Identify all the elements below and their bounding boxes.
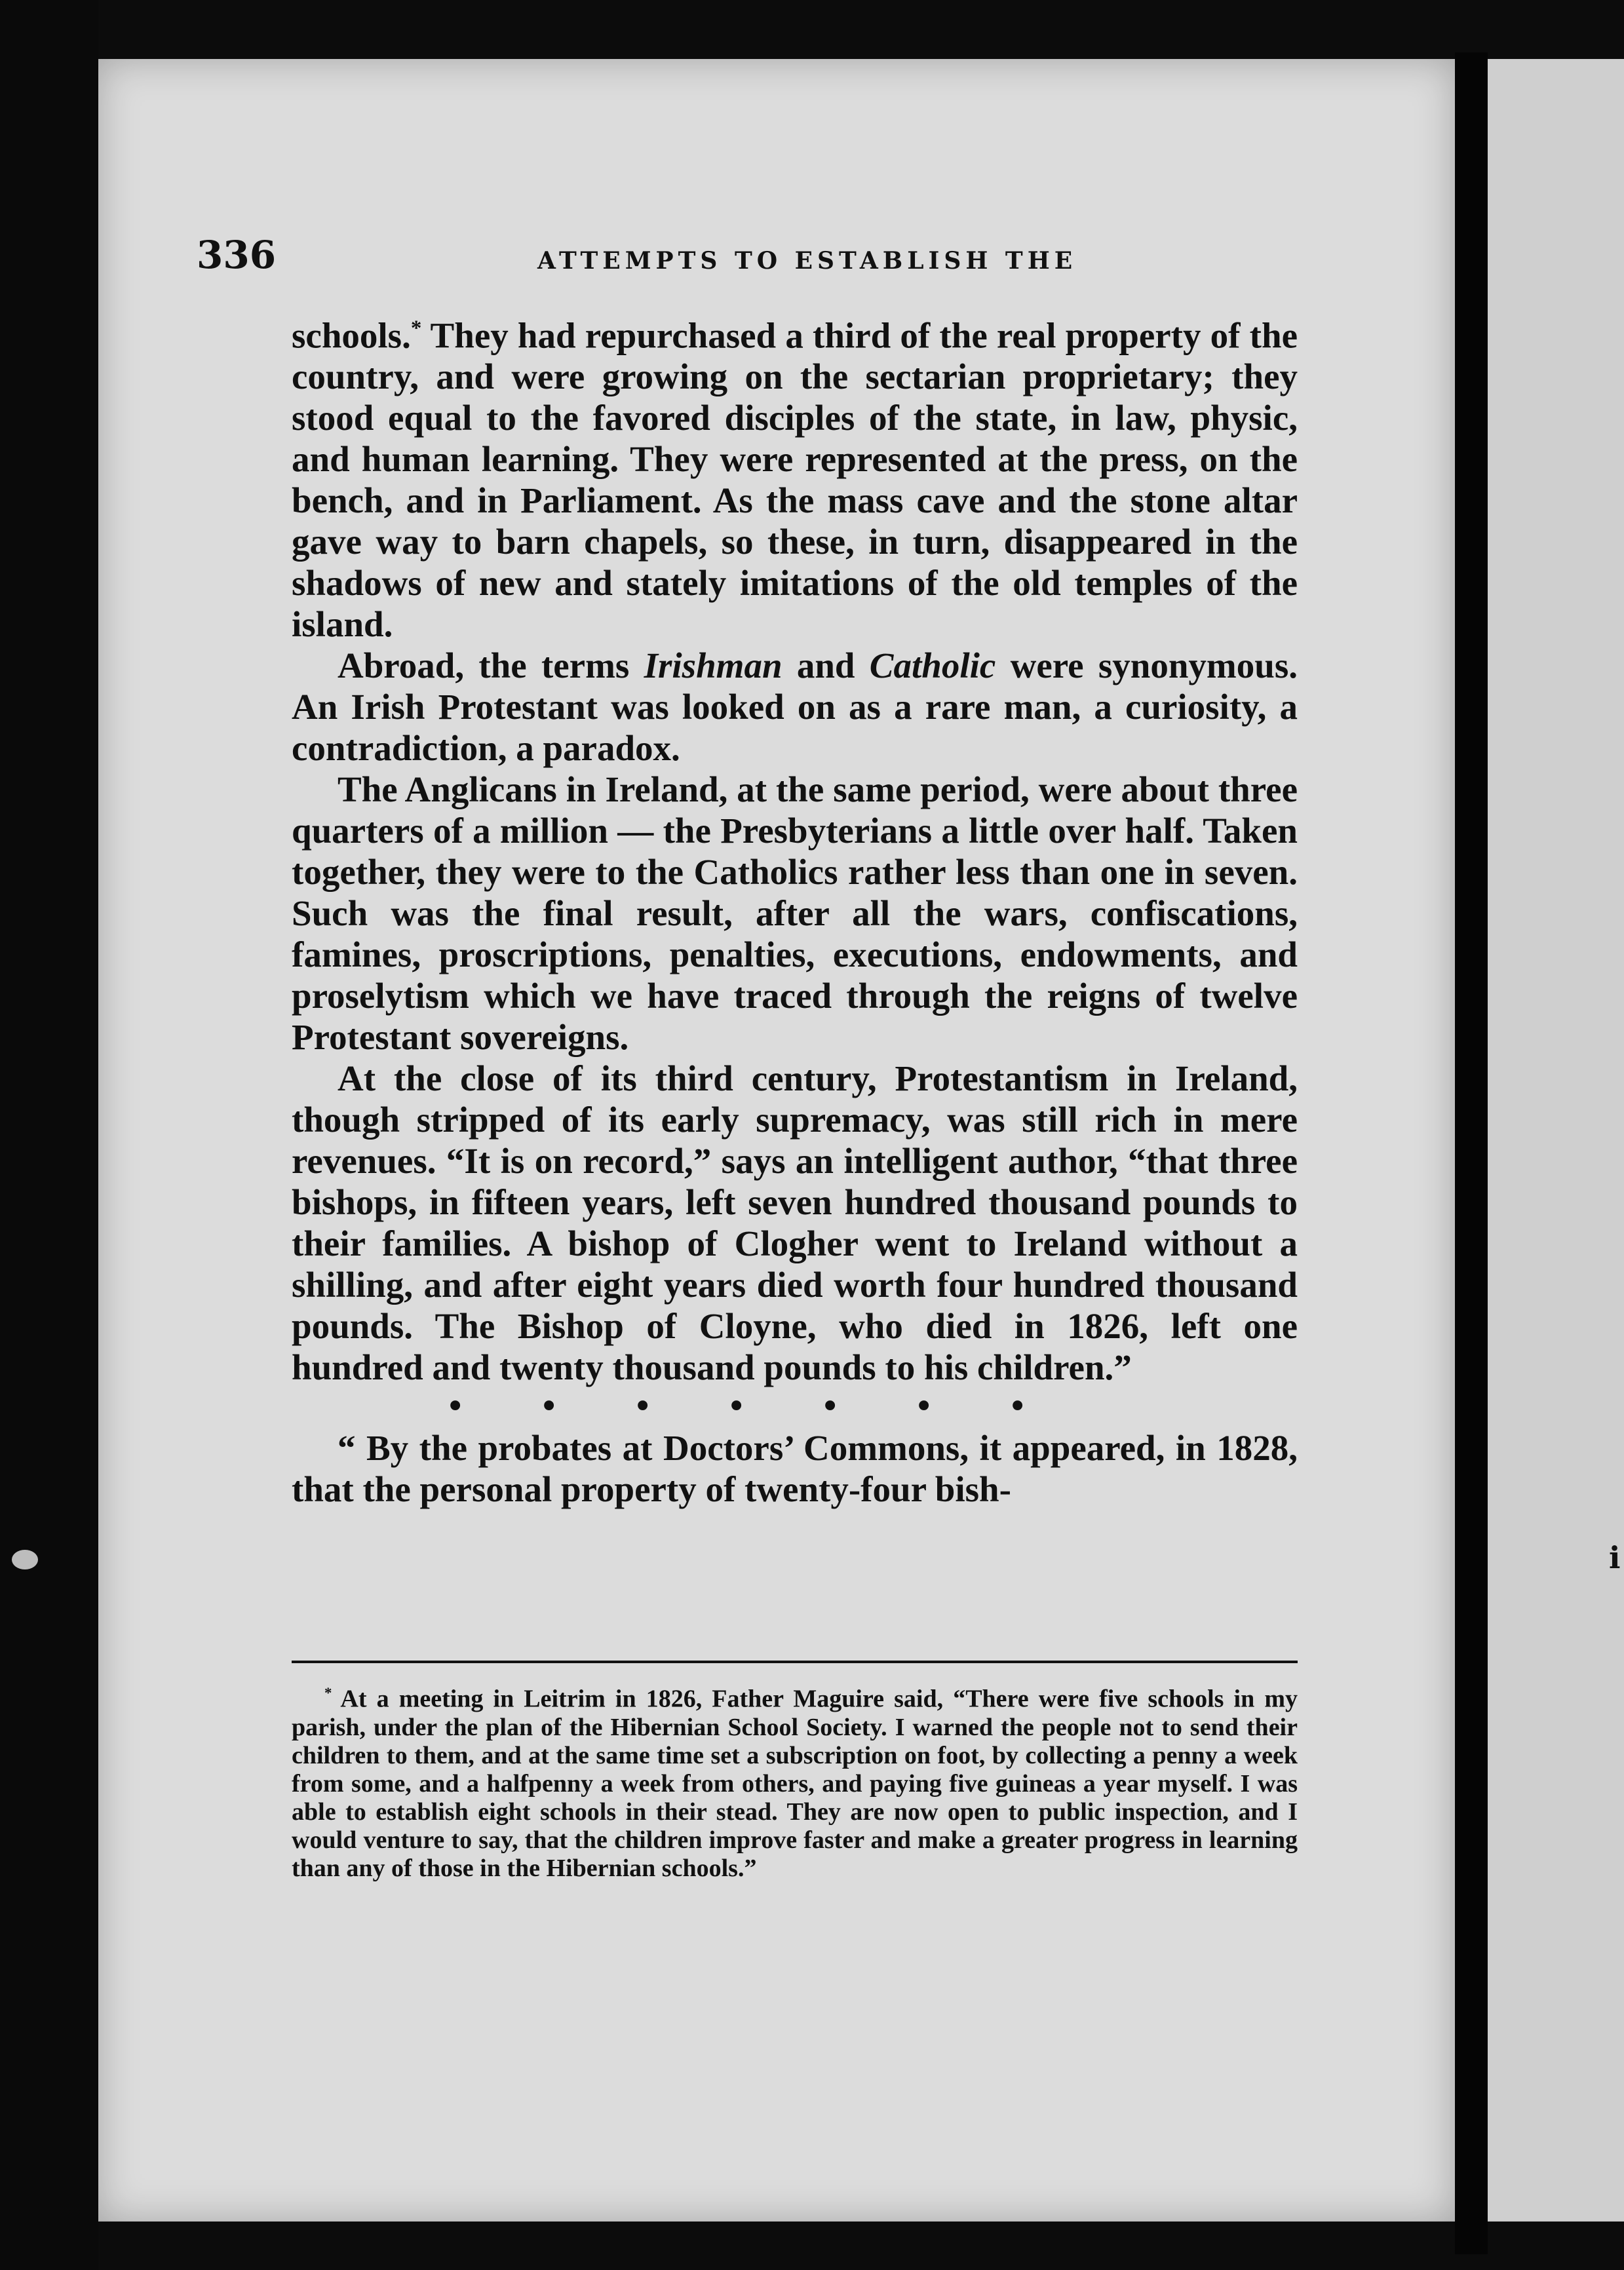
- paragraph-1: [292, 308, 1298, 645]
- paragraph-2-part-2: and: [782, 645, 870, 686]
- paragraph-5: “ By the probates at Doctors’ Commons, it appeared, in 1828, that the personal property of twenty-four bish-: [292, 1428, 1298, 1510]
- footnote-reference: *: [410, 317, 422, 340]
- footnote-text: At a meeting in Leitrim in 1826, Father Maguire said, “There were five schools in my parish, under the plan of the Hibernian School Society. I warned the people not to send their children to them, and at the same time set a subscription on foot, by collecting a penny a week from some, and a halfpenny a week from others, and paying five guineas a year myself. I was able to establish eight schools in their stead. They are now open to public inspection, and I would venture to say, that the children improve faster and make a greater progress in learning than any of those in the Hibernian schools.”: [292, 1685, 1298, 1882]
- footnote-marker: *: [324, 1685, 332, 1701]
- ellipsis-dots: • • • • • • •: [449, 1385, 1024, 1426]
- paragraph-3: The Anglicans in Ireland, at the same period, were about three quarters of a million — the Presbyterians a little over half. Taken together, they were to the Catholics rather less than one in seven. Such was the final result, after all the wars, confiscations, famines, proscriptions, penalties, executions, endowments, and proselytism which we have traced through the reigns of twelve Protestant sovereigns.: [292, 769, 1298, 1058]
- facing-page-fragment: i: [1609, 1540, 1621, 1575]
- footnote: [292, 1679, 1298, 1883]
- term-catholic: Catholic: [869, 645, 996, 686]
- paragraph-2: [292, 645, 1298, 769]
- running-head: [197, 233, 1298, 279]
- paragraph-2-part-3: were synonymous. An Irish Protestant was looked on as a rare man, a curiosity, a contradiction, a paradox.: [292, 645, 1298, 769]
- page-number: 336: [197, 233, 277, 277]
- running-title: ATTEMPTS TO ESTABLISH THE: [537, 247, 1077, 275]
- book-gutter: [1455, 52, 1488, 2254]
- paragraph-2-part-1: Abroad, the terms: [338, 645, 644, 686]
- paragraph-1-rest: They had repurchased a third of the real property of the country, and were growing on the sectarian proprietary; they stood equal to the favored disciples of the state, in law, physic, and human learning. They were represented at the press, on the bench, and in Parliament. As the mass cave and the stone altar gave way to barn chapels, so these, in turn, disappeared in the shadows of new and stately imitations of the old temples of the island.: [292, 315, 1298, 645]
- paragraph-4: At the close of its third century, Protestantism in Ireland, though stripped of its early supremacy, was still rich in mere revenues. “It is on record,” says an intelligent author, “that three bishops, in fifteen years, left seven hundred thousand pounds to their families. A bishop of Clogher went to Ireland without a shilling, and after eight years died worth four hundred thousand pounds. The Bishop of Cloyne, who died in 1826, left one hundred and twenty thousand pounds to his children.”: [292, 1058, 1298, 1388]
- paragraph-1-start: schools.: [292, 315, 411, 356]
- main-text: [292, 308, 1298, 1510]
- term-irishman: Irishman: [644, 645, 783, 686]
- scan-smudge: [12, 1550, 38, 1569]
- scan-left-margin: [0, 0, 98, 2270]
- facing-page: [1488, 59, 1624, 2222]
- footnote-rule: [292, 1661, 1298, 1663]
